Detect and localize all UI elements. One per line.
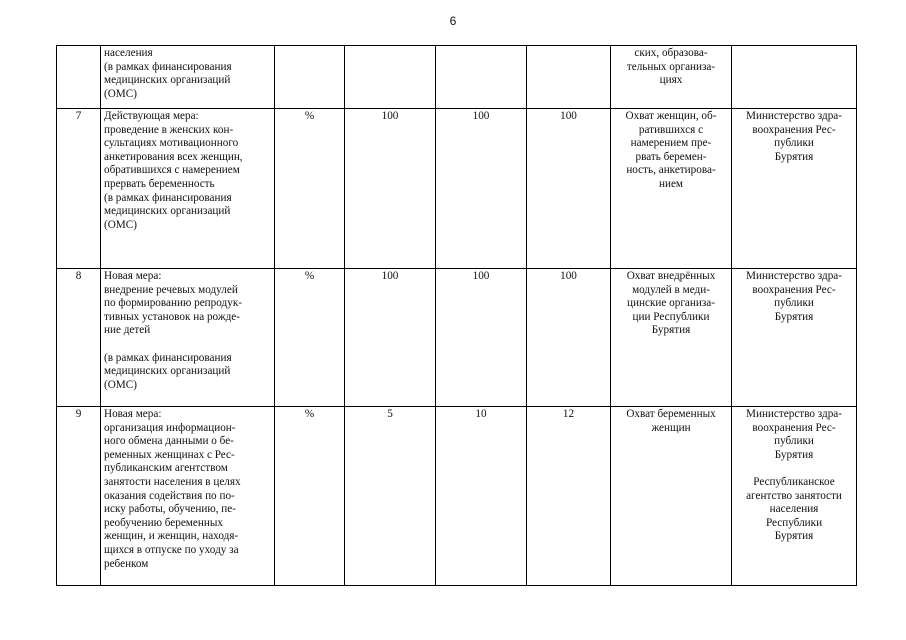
table-row <box>57 109 857 269</box>
responsible-party <box>732 46 857 109</box>
text-line: ребенком <box>104 557 149 570</box>
text-line <box>734 462 854 476</box>
measure-name <box>101 407 275 586</box>
text-line: проведение в женских кон- <box>104 123 234 136</box>
unit-cell: % <box>275 407 345 586</box>
value-year-1: 5 <box>345 407 436 586</box>
page-number: 6 <box>449 14 457 28</box>
unit-cell: % <box>275 109 345 269</box>
text-line: Бурятия <box>651 324 691 337</box>
text-line: ность, анкетирова- <box>626 164 716 177</box>
measures-table <box>56 45 857 586</box>
text-line: (в рамках финансирования <box>104 191 232 204</box>
text-line: Республики <box>765 516 823 529</box>
text-line: рвать беремен- <box>635 150 707 163</box>
text-line: по формированию репродук- <box>104 297 242 310</box>
text-line: прервать беременность <box>104 177 215 190</box>
table-row <box>57 407 857 586</box>
text-line <box>104 338 271 352</box>
text-line: населения <box>769 503 819 516</box>
responsible-party <box>732 109 857 269</box>
text-line: публики <box>774 435 814 448</box>
text-line: циях <box>659 74 683 87</box>
unit-cell: % <box>275 269 345 407</box>
value-year-2: 100 <box>436 109 527 269</box>
row-number: 8 <box>57 269 101 407</box>
row-number: 9 <box>57 407 101 586</box>
measure-name <box>101 46 275 109</box>
text-line: Действующая мера: <box>104 110 199 122</box>
text-line: Республиканское <box>753 475 835 488</box>
text-line: тельных организа- <box>626 60 716 73</box>
value-year-2 <box>436 46 527 109</box>
text-line: Министерство здра- <box>746 110 842 122</box>
text-line: нием <box>658 177 684 190</box>
text-line: медицинских организаций <box>104 74 231 87</box>
text-line: намерением пре- <box>630 137 712 150</box>
text-line: Новая мера: <box>104 408 162 420</box>
unit-cell <box>275 46 345 109</box>
text-line: ции Республики <box>632 310 710 323</box>
table-row <box>57 46 857 109</box>
text-line: обратившихся с намерением <box>104 164 240 177</box>
text-line: (ОМС) <box>104 87 137 100</box>
text-line: реобучению беременных <box>104 516 223 529</box>
value-year-2: 10 <box>436 407 527 586</box>
text-line: щихся в отпуске по уходу за <box>104 543 239 556</box>
text-line: цинские организа- <box>627 297 715 310</box>
value-year-1: 100 <box>345 109 436 269</box>
text-line: Министерство здра- <box>746 270 842 282</box>
text-line: (ОМС) <box>104 218 137 231</box>
text-line: Охват женщин, об- <box>625 110 717 122</box>
text-line: публики <box>774 297 814 310</box>
measure-name <box>101 269 275 407</box>
measure-name <box>101 109 275 269</box>
text-line: женщин <box>651 421 691 434</box>
text-line: занятости населения в целях <box>104 475 241 488</box>
text-line: Бурятия <box>774 530 814 543</box>
text-line: воохранения Рес- <box>752 123 836 136</box>
expected-result <box>611 46 732 109</box>
text-line: модулей в меди- <box>632 283 710 296</box>
value-year-2: 100 <box>436 269 527 407</box>
text-line: Охват внедрённых <box>626 270 716 282</box>
text-line: населения <box>104 47 153 59</box>
row-number <box>57 46 101 109</box>
text-line: медицинских организаций <box>104 205 231 218</box>
text-line: агентство занятости <box>746 489 842 502</box>
table-row <box>57 269 857 407</box>
value-year-3: 100 <box>527 109 611 269</box>
text-line: (в рамках финансирования <box>104 351 232 364</box>
text-line: ного обмена данными о бе- <box>104 435 234 448</box>
text-line: организация информацион- <box>104 421 236 434</box>
text-line: Бурятия <box>774 150 814 163</box>
responsible-party <box>732 269 857 407</box>
text-line: (в рамках финансирования <box>104 60 232 73</box>
text-line: Новая мера: <box>104 270 162 282</box>
text-line: внедрение речевых модулей <box>104 283 238 296</box>
value-year-3 <box>527 46 611 109</box>
text-line: анкетирования всех женщин, <box>104 150 243 163</box>
expected-result <box>611 269 732 407</box>
expected-result <box>611 407 732 586</box>
value-year-3: 100 <box>527 269 611 407</box>
responsible-party <box>732 407 857 586</box>
text-line: сультациях мотивационного <box>104 137 239 150</box>
text-line: ременных женщинах с Рес- <box>104 448 235 461</box>
text-line: публиканским агентством <box>104 462 228 475</box>
text-line: ских, образова- <box>634 47 708 59</box>
value-year-1 <box>345 46 436 109</box>
text-line: Министерство здра- <box>746 408 842 420</box>
text-line: медицинских организаций <box>104 365 231 378</box>
text-line: оказания содействия по по- <box>104 489 235 502</box>
text-line: (ОМС) <box>104 378 137 391</box>
text-line: тивных установок на рожде- <box>104 310 240 323</box>
text-line: Охват беременных <box>626 408 716 420</box>
value-year-3: 12 <box>527 407 611 586</box>
value-year-1: 100 <box>345 269 436 407</box>
text-line: воохранения Рес- <box>752 283 836 296</box>
text-line: женщин, и женщин, находя- <box>104 530 239 543</box>
text-line: Бурятия <box>774 310 814 323</box>
text-line: ние детей <box>104 324 151 337</box>
text-line: публики <box>774 137 814 150</box>
text-line: Бурятия <box>774 448 814 461</box>
text-line: ратившихся с <box>638 123 704 136</box>
row-number: 7 <box>57 109 101 269</box>
text-line: воохранения Рес- <box>752 421 836 434</box>
expected-result <box>611 109 732 269</box>
text-line: иску работы, обучению, пе- <box>104 503 236 516</box>
